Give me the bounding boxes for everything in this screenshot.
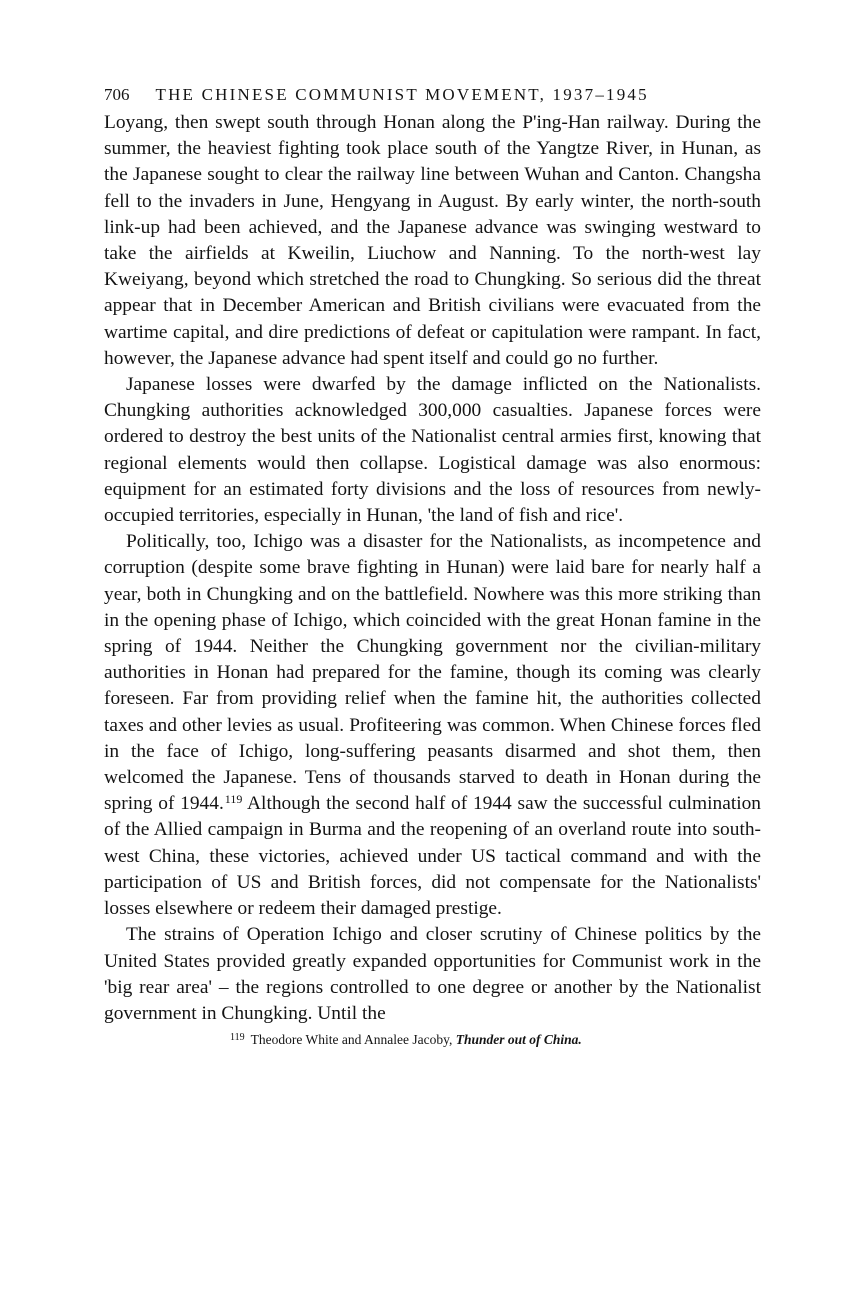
body-text — [104, 110, 761, 1027]
paragraph-strains: The strains of Operation Ichigo and closer scrutiny of Chinese politics by the United States provided greatly expanded opportunities for Communist work in the 'big rear area' – the regions controlled to one degree or another by the Nationalist government in Chungking. Until the — [104, 924, 761, 1024]
footnote — [104, 1029, 761, 1048]
running-header — [104, 84, 761, 106]
paragraph-politics-part-2: Although the second half of 1944 saw the successful culmination of the Allied campaign in Burma and the reopening of an overland route into south-west China, these victories, achieved under US tactical command and with the participation of US and British forces, did not compensate for the Nationalists' losses elsewhere or redeem their damaged prestige. — [104, 793, 761, 920]
paragraph-politics — [104, 529, 761, 922]
running-title: THE CHINESE COMMUNIST MOVEMENT, 1937–1945 — [155, 85, 649, 104]
footnote-reference[interactable]: 119 — [224, 792, 243, 807]
paragraph-losses: Japanese losses were dwarfed by the damage inflicted on the Nationalists. Chungking authorities acknowledged 300,000 casualties. Japanese forces were ordered to destroy the best units of the Nationalist central armies first, knowing that regional elements would then collapse. Logistical damage was also enormous: equipment for an estimated forty divisions and the loss of resources from newly-occupied territories, especially in Hunan, 'the land of fish and rice'. — [104, 374, 761, 527]
book-page — [104, 84, 761, 1048]
paragraph-continuation: Loyang, then swept south through Honan along the P'ing-Han railway. During the summer, the heaviest fighting took place south of the Yangtze River, in Hunan, as the Japanese sought to clear the railway line between Wuhan and Canton. Changsha fell to the invaders in June, Hengyang in August. By early winter, the north-south link-up had been achieved, and the Japanese advance was swinging westward to take the airfields at Kweilin, Liuchow and Nanning. To the north-west lay Kweiyang, beyond which stretched the road to Chungking. So serious did the threat appear that in December American and British civilians were evacuated from the wartime capital, and dire predictions of defeat or capitulation were rampant. In fact, however, the Japanese advance had spent itself and could go no further. — [104, 112, 761, 369]
paragraph-politics-part-1: Politically, too, Ichigo was a disaster for the Nationalists, as incompetence and corruption (despite some brave fighting in Hunan) were laid bare for nearly half a year, both in Chungking and on the battlefield. Nowhere was this more striking than in the opening phase of Ichigo, which coincided with the great Honan famine in the spring of 1944. Neither the Chungking government nor the civilian-military authorities in Honan had prepared for the famine, though its coming was clearly foreseen. Far from providing relief when the famine hit, the authorities collected taxes and other levies as usual. Profiteering was common. When Chinese forces fled in the face of Ichigo, long-suffering peasants disarmed and shot them, then welcomed the Japanese. Tens of thousands starved to death in Honan during the spring of 1944. — [104, 531, 761, 815]
footnote-book-title: Thunder out of China. — [455, 1032, 582, 1048]
footnote-number: 119 — [230, 1032, 245, 1044]
footnote-authors: Theodore White and Annalee Jacoby, — [250, 1032, 453, 1048]
page-number: 706 — [104, 85, 130, 104]
